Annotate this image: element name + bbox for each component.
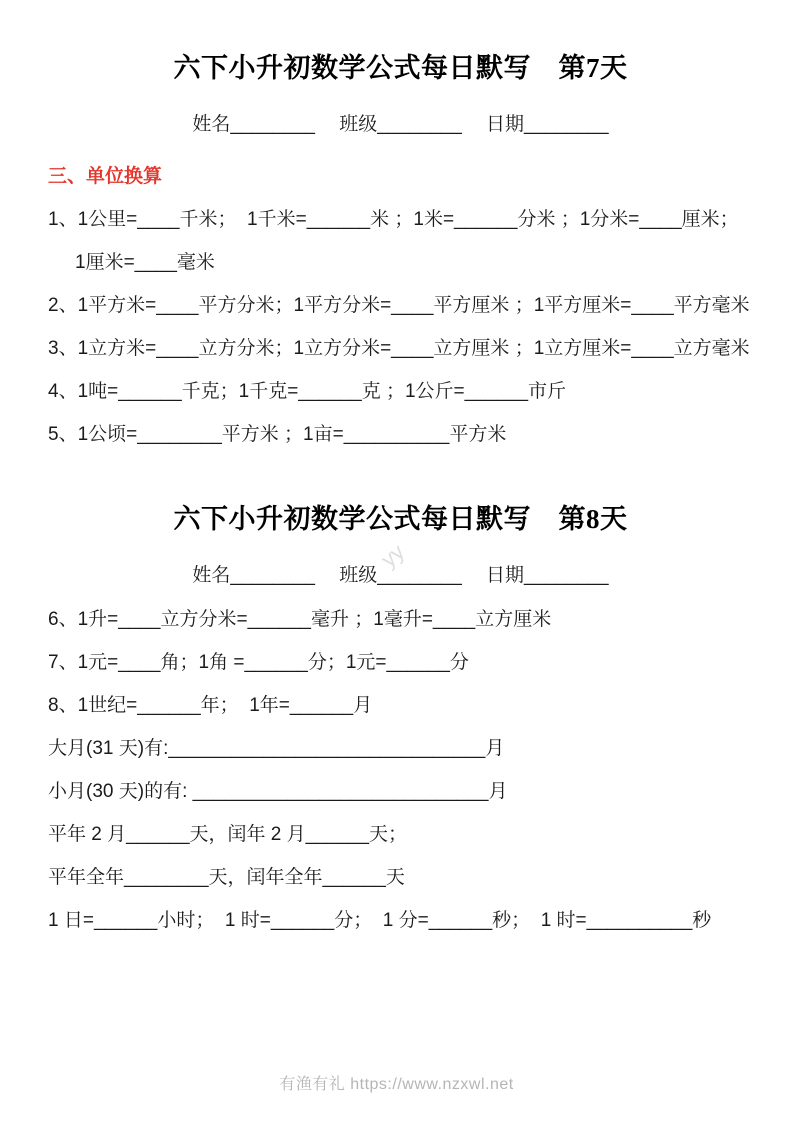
day8-title: 六下小升初数学公式每日默写 第8天 bbox=[173, 504, 628, 534]
question-2: 2、1平方米=____平方分米；1平方分米=____平方厘米 ；1平方厘米=____平方毫米 bbox=[48, 295, 750, 316]
question-february-days: 平年 2 月______天，闰年 2 月______天； bbox=[48, 824, 408, 845]
question-7: 7、1元=____角；1角 =______分；1元=______分 bbox=[48, 652, 469, 673]
question-4: 4、1吨=______千克；1千克=______克 ；1公斤=______市斤 bbox=[48, 381, 567, 402]
question-8: 8、1世纪=______年； 1年=______月 bbox=[48, 695, 373, 716]
day7-name-class-date-line: 姓名________ 班级________ 日期________ bbox=[192, 114, 609, 135]
day7-title: 六下小升初数学公式每日默写 第7天 bbox=[173, 53, 628, 83]
day7-section bbox=[48, 52, 753, 447]
question-year-days: 平年全年________天，闰年全年______天 bbox=[48, 867, 405, 888]
question-big-months: 大月(31 天)有:______________________________月 bbox=[48, 738, 505, 759]
question-small-months: 小月(30 天)的有: ____________________________月 bbox=[48, 781, 508, 802]
question-time-units: 1 日=______小时； 1 时=______分； 1 分=______秒； 1 时=__________秒 bbox=[48, 910, 712, 931]
section-heading-unit-conversion: 三、单位换算 bbox=[48, 166, 163, 187]
page-footer: 有渔有礼 https://www.nzxwl.net bbox=[279, 1076, 514, 1093]
watermark: yy bbox=[376, 538, 410, 573]
question-1: 1、1公里=____千米； 1千米=______米 ；1米=______分米 ；1分米=____厘米； bbox=[48, 209, 739, 230]
day8-section bbox=[48, 503, 753, 933]
question-5: 5、1公顷=________平方米 ；1亩=__________平方米 bbox=[48, 424, 507, 445]
day8-name-class-date-line: 姓名________ 班级________ 日期________ bbox=[192, 565, 609, 586]
question-3: 3、1立方米=____立方分米；1立方分米=____立方厘米 ；1立方厘米=____立方毫米 bbox=[48, 338, 750, 359]
question-1-continued: 1厘米=____毫米 bbox=[75, 252, 215, 273]
question-6: 6、1升=____立方分米=______毫升 ；1毫升=____立方厘米 bbox=[48, 609, 552, 630]
